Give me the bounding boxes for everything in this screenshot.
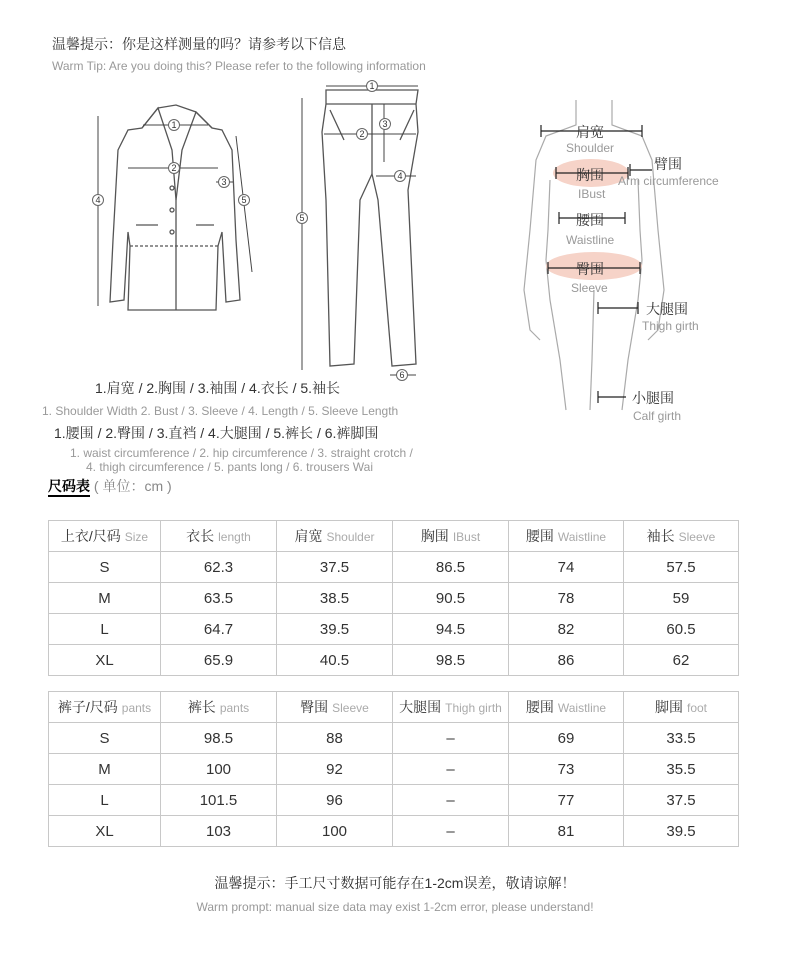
measurement-illustration (0, 0, 790, 440)
table-cell: 39.5 (277, 614, 393, 645)
calf-label-cn: 小腿围 (632, 390, 674, 406)
table-row (49, 723, 739, 754)
table-cell: 94.5 (393, 614, 509, 645)
table-cell: 92 (277, 754, 393, 785)
marker-5: 5 (238, 194, 250, 206)
pants-legend-cn: 1.腰围 / 2.臀围 / 3.直裆 / 4.大腿围 / 5.裤长 / 6.裤脚围 (54, 425, 379, 441)
table-cell: 98.5 (161, 723, 277, 754)
table-cell: 60.5 (624, 614, 739, 645)
header-cell: 上衣/尺码 Size (49, 521, 161, 552)
table-cell: 57.5 (624, 552, 739, 583)
table-cell: 74 (509, 552, 624, 583)
header-cell: 袖长 Sleeve (624, 521, 739, 552)
table-cell: 59 (624, 583, 739, 614)
table-cell: – (393, 785, 509, 816)
table-cell: 86 (509, 645, 624, 676)
marker-2: 2 (168, 162, 180, 174)
table-cell: 62 (624, 645, 739, 676)
bust-label-cn: 胸围 (576, 167, 604, 183)
hip-label-cn: 臀围 (576, 261, 604, 277)
table-cell: 77 (509, 785, 624, 816)
header-cell: 大腿围 Thigh girth (393, 692, 509, 723)
table-row (49, 816, 739, 847)
warm-tip-cn: 温馨提示：你是这样测量的吗？请参考以下信息 (52, 36, 346, 52)
marker-3: 3 (218, 176, 230, 188)
table-cell: 38.5 (277, 583, 393, 614)
calf-label-en: Calf girth (633, 409, 682, 423)
arm-label-en: Arm circumference (618, 174, 719, 188)
table-cell: – (393, 723, 509, 754)
table-cell: S (49, 552, 161, 583)
table-row (49, 552, 739, 583)
table-cell: 37.5 (624, 785, 739, 816)
table-cell: – (393, 816, 509, 847)
table-cell: 100 (161, 754, 277, 785)
footer-note-cn: 温馨提示：手工尺寸数据可能存在1-2cm误差，敬请谅解！ (214, 875, 576, 891)
footer-note-en: Warm prompt: manual size data may exist 1-2cm error, please understand! (196, 900, 594, 914)
table-cell: 65.9 (161, 645, 277, 676)
table-row (49, 583, 739, 614)
coat-drawing (110, 105, 240, 310)
pants-marker-2: 2 (356, 128, 368, 140)
coat-legend-en: 1. Shoulder Width 2. Bust / 3. Sleeve / 4. Length / 5. Sleeve Length (42, 404, 399, 418)
table-cell: XL (49, 645, 161, 676)
table-cell: M (49, 583, 161, 614)
table-cell: 86.5 (393, 552, 509, 583)
coat-legend-cn: 1.肩宽 / 2.胸围 / 3.袖围 / 4.衣长 / 5.袖长 (95, 380, 341, 396)
table-cell: L (49, 785, 161, 816)
table-cell: 62.3 (161, 552, 277, 583)
table-cell: 101.5 (161, 785, 277, 816)
table-cell: 33.5 (624, 723, 739, 754)
table-cell: S (49, 723, 161, 754)
table-cell: – (393, 754, 509, 785)
table-cell: 64.7 (161, 614, 277, 645)
table-cell: 88 (277, 723, 393, 754)
table-cell: M (49, 754, 161, 785)
size-chart-title (48, 476, 172, 496)
table-cell: 35.5 (624, 754, 739, 785)
pants-legend-en-2: 4. thigh circumference / 5. pants long / 6. trousers Wai (86, 460, 374, 474)
table-cell: 78 (509, 583, 624, 614)
hip-label-en: Sleeve (571, 281, 608, 295)
table-row (49, 785, 739, 816)
bust-label-en: IBust (578, 187, 606, 201)
table-cell: 100 (277, 816, 393, 847)
header-cell: 胸围 IBust (393, 521, 509, 552)
pants-marker-3: 3 (379, 118, 391, 130)
header-cell: 臀围 Sleeve (277, 692, 393, 723)
header-cell: 衣长 length (161, 521, 277, 552)
pants-size-table (48, 691, 739, 847)
warm-tip-en: Warm Tip: Are you doing this? Please refer to the following information (52, 59, 426, 73)
table-cell: 37.5 (277, 552, 393, 583)
pants-legend-en-1: 1. waist circumference / 2. hip circumference / 3. straight crotch / (70, 446, 413, 460)
table-cell: 90.5 (393, 583, 509, 614)
table-header-row (49, 521, 739, 552)
table-row (49, 614, 739, 645)
shoulder-label-cn: 肩宽 (576, 124, 604, 140)
table-cell: 73 (509, 754, 624, 785)
table-cell: L (49, 614, 161, 645)
marker-4: 4 (92, 194, 104, 206)
size-chart-title-text: 尺码表 (48, 478, 90, 497)
header-cell: 裤长 pants (161, 692, 277, 723)
table-row (49, 754, 739, 785)
header-cell: 裤子/尺码 pants (49, 692, 161, 723)
table-cell: 103 (161, 816, 277, 847)
header-cell: 腰围 Waistline (509, 521, 624, 552)
table-row (49, 645, 739, 676)
pants-marker-4: 4 (394, 170, 406, 182)
table-cell: 98.5 (393, 645, 509, 676)
pants-drawing (322, 90, 418, 366)
header-cell: 肩宽 Shoulder (277, 521, 393, 552)
arm-label-cn: 臂围 (654, 156, 682, 172)
table-cell: 82 (509, 614, 624, 645)
table-cell: 63.5 (161, 583, 277, 614)
table-cell: 69 (509, 723, 624, 754)
table-cell: 96 (277, 785, 393, 816)
waist-label-en: Waistline (566, 233, 615, 247)
size-chart-unit: ( 单位：cm ) (93, 478, 172, 494)
header-cell: 腰围 Waistline (509, 692, 624, 723)
top-size-table (48, 520, 739, 676)
shoulder-label-en: Shoulder (566, 141, 615, 155)
marker-1: 1 (168, 119, 180, 131)
pants-marker-6: 6 (396, 369, 408, 381)
table-cell: 39.5 (624, 816, 739, 847)
table-cell: XL (49, 816, 161, 847)
waist-label-cn: 腰围 (576, 212, 604, 228)
table-cell: 40.5 (277, 645, 393, 676)
table-cell: 81 (509, 816, 624, 847)
pants-marker-1: 1 (366, 80, 378, 92)
header-cell: 脚围 foot (624, 692, 739, 723)
thigh-label-cn: 大腿围 (646, 301, 688, 317)
pants-marker-5: 5 (296, 212, 308, 224)
table-header-row (49, 692, 739, 723)
thigh-label-en: Thigh girth (642, 319, 699, 333)
